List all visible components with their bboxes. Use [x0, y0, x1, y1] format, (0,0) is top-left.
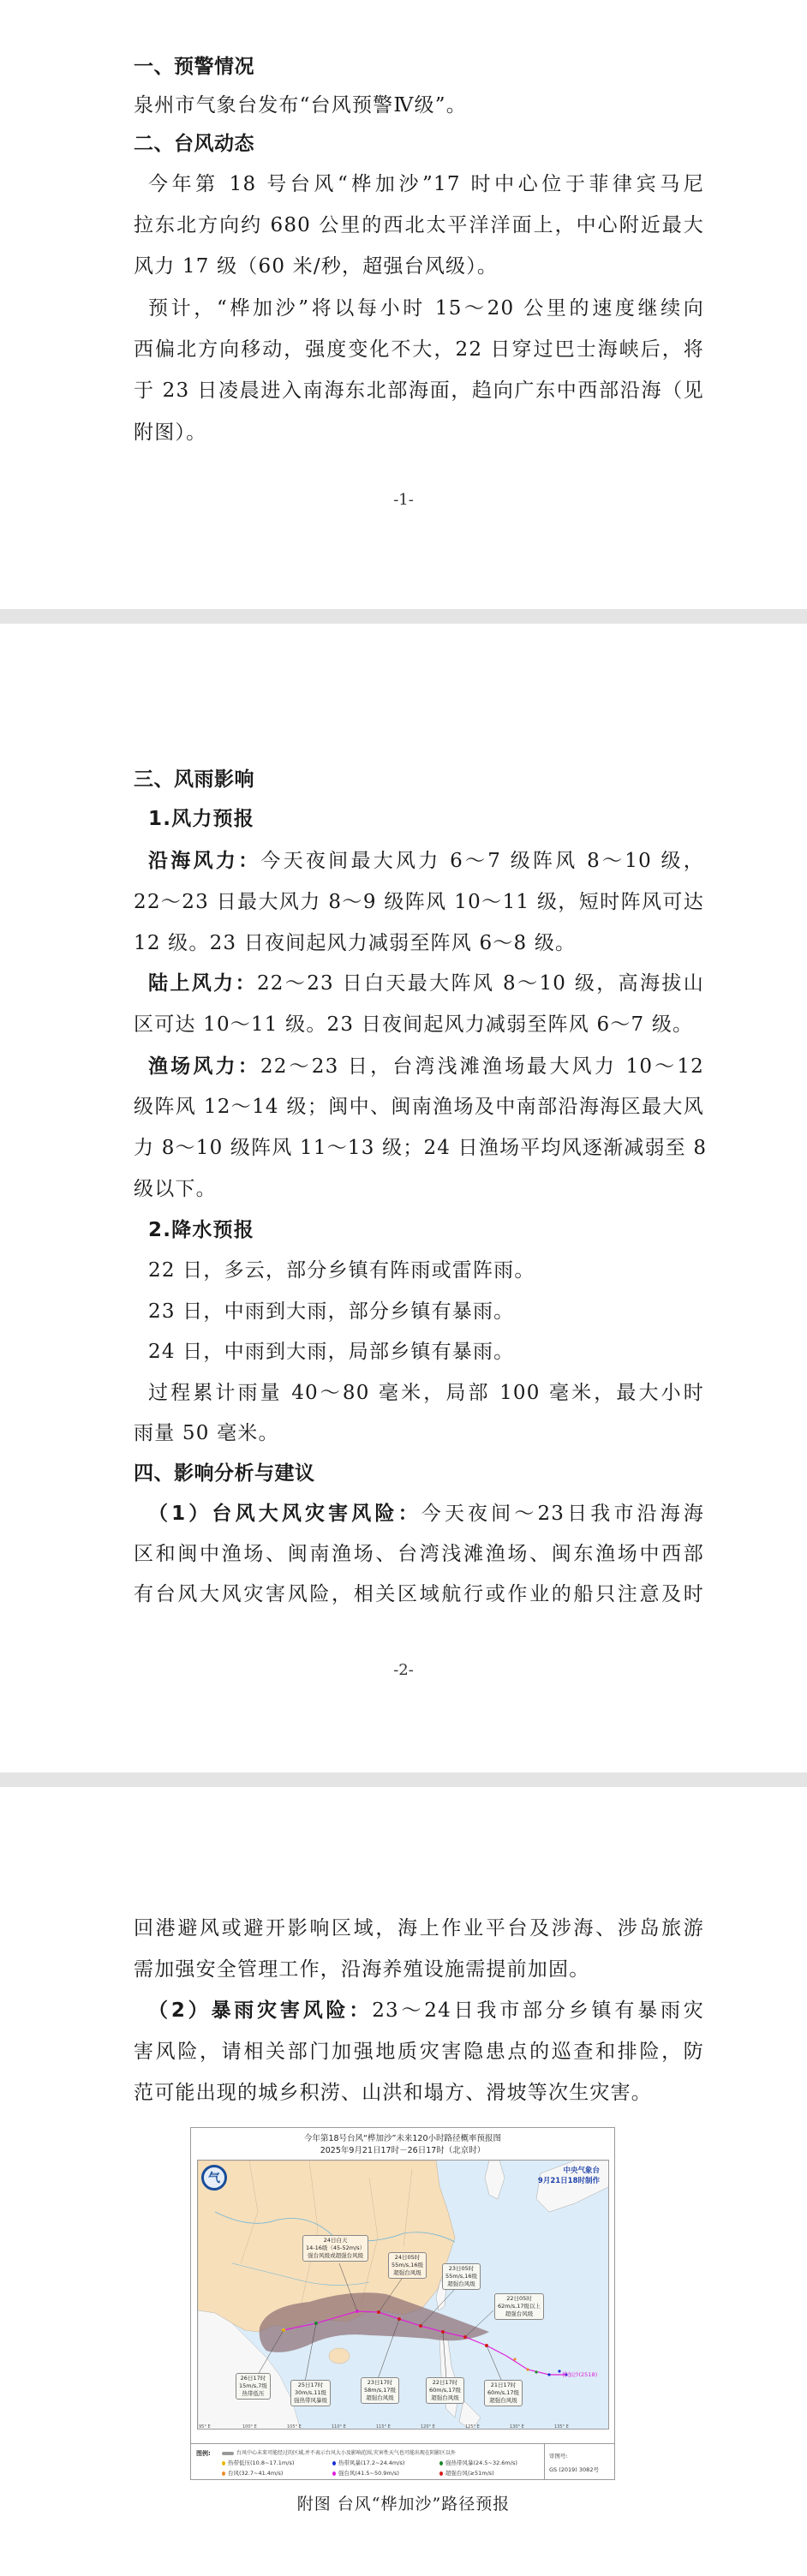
legend-item: 热带风暴(17.2~24.4m/s): [332, 2459, 404, 2466]
legend-cone-note: 台风中心未来可能经过的区域,并不表示台风大小及影响范围,灾害性天气也可能出现在阴影区以外: [222, 2448, 456, 2456]
agency-name: 中央气象台: [563, 2167, 600, 2175]
paragraph-line: 范可能出现的城乡积涝、山洪和塌方、滑坡等次生灾害。: [134, 2082, 652, 2104]
longitude-label: 130° E: [510, 2424, 524, 2430]
paragraph-line: 回港避风或避开影响区域，海上作业平台及涉海、涉岛旅游: [134, 1917, 704, 1939]
figure-caption: 附图 台风“桦加沙”路径预报: [296, 2495, 511, 2513]
longitude-label: 110° E: [332, 2424, 346, 2430]
legend-item: 强热带风暴(24.5~32.6m/s): [439, 2459, 517, 2466]
audit-value: GS (2019) 3082号: [549, 2466, 599, 2473]
paragraph-line: 今年第 18 号台风“桦加沙”17 时中心位于菲律宾马尼: [148, 173, 704, 195]
paragraph-label: 渔场风力：: [148, 1055, 260, 1078]
paragraph-line: [148, 1501, 704, 1527]
longitude-label: 120° E: [421, 2424, 435, 2430]
paragraph-label: （1）台风大风灾害风险：: [148, 1503, 421, 1525]
typhoon-track-map: [190, 2127, 615, 2480]
document-page-2: [0, 624, 807, 1772]
paragraph-line: 西偏北方向移动，强度变化不大，22 日穿过巴士海峡后，将: [134, 338, 704, 361]
cone-swatch-icon: [222, 2452, 234, 2455]
map-legend: [191, 2443, 614, 2480]
paragraph-line: 害风险，请相关部门加强地质灾害隐患点的巡查和排险，防: [134, 2041, 704, 2063]
map-subtitle: 2025年9月21日17时－26日17时（北京时）: [320, 2146, 486, 2155]
legend-item: 热带低压(10.8~17.1m/s): [222, 2459, 294, 2466]
paragraph-line: 需加强安全管理工作，沿海养殖设施需提前加固。: [134, 1958, 590, 1981]
paragraph-line: 预计，“桦加沙”将以每小时 15～20 公里的速度继续向: [148, 297, 704, 320]
longitude-label: 95° E: [199, 2424, 211, 2430]
longitude-label: 125° E: [465, 2424, 480, 2430]
section-heading: 四、影响分析与建议: [134, 1462, 315, 1485]
paragraph-line: 区可达 10～11 级。23 日夜间起风力减弱至阵风 6～7 级。: [134, 1013, 694, 1036]
page-number: -1-: [393, 491, 414, 509]
paragraph-line: 区和闽中渔场、闽南渔场、台湾浅滩渔场、闽东渔场中西部: [134, 1543, 704, 1565]
longitude-label: 105° E: [287, 2424, 302, 2430]
paragraph-label: 沿海风力：: [148, 850, 261, 872]
paragraph-line: 风力 17 级（60 米/秒，超强台风级）。: [134, 255, 499, 278]
cma-logo-icon: 气: [201, 2165, 227, 2190]
paragraph-line: 级以下。: [134, 1178, 217, 1200]
paragraph-line: 附图）。: [134, 421, 207, 444]
section-heading: 一、预警情况: [134, 56, 254, 78]
paragraph-line: 级阵风 12～14 级；闽中、闽南渔场及中南部沿海海区最大风: [134, 1096, 704, 1118]
paragraph-line: 于 23 日凌晨进入南海东北部海面，趋向广东中西部沿海（见: [134, 380, 704, 402]
paragraph-line: [148, 971, 704, 996]
paragraph-line: 12 级。23 日夜间起风力减弱至阵风 6～8 级。: [134, 932, 577, 954]
legend-item: 超强台风(≥51m/s): [439, 2469, 494, 2477]
map-audit-number: [544, 2444, 615, 2480]
typhoon-label: 桦加沙(2518): [562, 2371, 598, 2378]
forecast-callout: 23日17时 58m/s,17级 超强台风级: [361, 2377, 399, 2404]
paragraph-text: 23～24日我市部分乡镇有暴雨灾: [372, 1999, 704, 2022]
longitude-label: 135° E: [554, 2424, 569, 2430]
longitude-label: 100° E: [242, 2424, 257, 2430]
forecast-callout: 22日05时 62m/s,17级以上 超强台风级: [494, 2293, 544, 2320]
paragraph-line: 23 日，中雨到大雨，部分乡镇有暴雨。: [148, 1300, 515, 1323]
forecast-callout: 26日17时 15m/s,7级 热带低压: [236, 2373, 271, 2400]
forecast-callout: 24日白天 14-16级（45-52m/s） 强台风级或超强台风级: [302, 2235, 368, 2262]
paragraph-line: [148, 848, 704, 874]
paragraph-line: 过程累计雨量 40～80 毫米，局部 100 毫米，最大小时: [148, 1382, 704, 1404]
page-separator: [0, 609, 807, 624]
paragraph-label: 陆上风力：: [148, 972, 257, 995]
legend-item: 台风(32.7~41.4m/s): [222, 2469, 283, 2477]
paragraph-line: [148, 1998, 704, 2023]
page-separator: [0, 1772, 807, 1787]
forecast-callout: 25日17时 30m/s,11级 强热带风暴级: [290, 2380, 331, 2406]
section-heading: 三、风雨影响: [134, 768, 254, 791]
map-title: 今年第18号台风“桦加沙”未来120小时路径概率预报图: [303, 2134, 502, 2143]
paragraph-line: 24 日，中雨到大雨，局部乡镇有暴雨。: [148, 1341, 515, 1363]
forecast-callout: 24日05时 55m/s,16级 超强台风级: [388, 2252, 427, 2279]
paragraph-line: [148, 1054, 704, 1079]
paragraph-line: 雨量 50 毫米。: [134, 1422, 279, 1444]
section-heading: 二、台风动态: [134, 133, 254, 155]
paragraph-label: （2）暴雨灾害风险：: [148, 1999, 373, 2022]
issue-time: 9月21日18时制作: [537, 2177, 600, 2185]
paragraph-text: 22～23 日白天最大阵风 8～10 级，高海拔山: [256, 972, 704, 995]
paragraph-text: 22～23 日，台湾浅滩渔场最大风力 10～12: [260, 1055, 705, 1078]
agency-stamp: [538, 2166, 600, 2186]
paragraph-line: 泉州市气象台发布“台风预警Ⅳ级”。: [134, 94, 467, 117]
audit-label: 审图号:: [549, 2453, 568, 2459]
paragraph-line: 拉东北方向约 680 公里的西北太平洋洋面上，中心附近最大: [134, 214, 704, 236]
paragraph-text: 今天夜间最大风力 6～7 级阵风 8～10 级，: [260, 850, 704, 872]
forecast-callout: 21日17时 60m/s,17级 超强台风级: [484, 2380, 523, 2406]
legend-item: 强台风(41.5~50.9m/s): [332, 2469, 399, 2477]
legend-title: 图例:: [196, 2450, 211, 2457]
subsection-heading: 2.降水预报: [148, 1219, 254, 1241]
longitude-label: 115° E: [376, 2424, 391, 2430]
paragraph-line: 22～23 日最大风力 8～9 级阵风 10～11 级，短时阵风可达: [134, 891, 704, 913]
paragraph-text: 今天夜间～23日我市沿海海: [421, 1503, 705, 1525]
map-area: [197, 2160, 609, 2430]
paragraph-line: 22 日，多云，部分乡镇有阵雨或雷阵雨。: [148, 1259, 535, 1282]
page-number: -2-: [393, 1661, 414, 1679]
paragraph-line: 有台风大风灾害风险，相关区域航行或作业的船只注意及时: [134, 1583, 704, 1605]
forecast-callout: 23日05时 55m/s,16级 超强台风级: [442, 2263, 481, 2290]
subsection-heading: 1.风力预报: [148, 808, 254, 830]
paragraph-line: 力 8～10 级阵风 11～13 级；24 日渔场平均风逐渐减弱至 8: [134, 1137, 708, 1159]
forecast-callout: 22日17时 60m/s,17级 超强台风级: [426, 2377, 464, 2404]
document-page-1: [0, 0, 807, 608]
